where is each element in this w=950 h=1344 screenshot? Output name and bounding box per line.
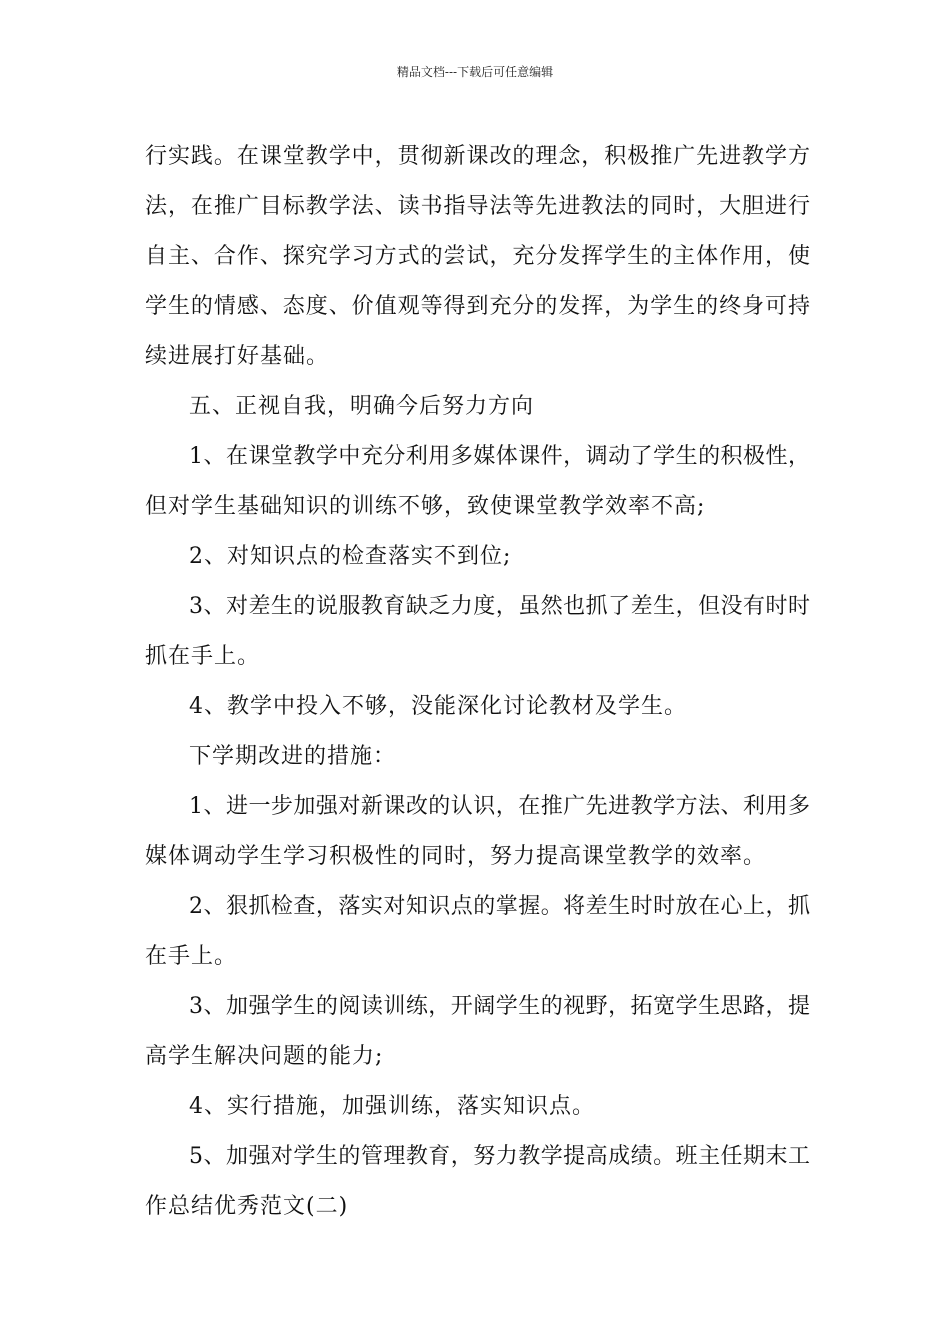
document-body: [145, 132, 810, 1232]
page-header: 精品文档---下载后可任意编辑: [396, 65, 554, 79]
text-line: 但对学生基础知识的训练不够，致使课堂教学效率不高;: [145, 494, 706, 519]
text-line: 自主、合作、探究学习方式的尝试，充分发挥学生的主体作用，使: [145, 244, 810, 269]
text-line: 在手上。: [145, 944, 238, 969]
text-line: 行实践。在课堂教学中，贯彻新课改的理念，积极推广先进教学方: [145, 144, 810, 169]
text-line: 学生的情感、态度、价值观等得到充分的发挥，为学生的终身可持: [145, 294, 810, 319]
text-line: 2、狠抓检查，落实对知识点的掌握。将差生时时放在心上，抓: [189, 894, 810, 919]
text-line: 五、正视自我，明确今后努力方向: [189, 394, 535, 419]
text-line: 法，在推广目标教学法、读书指导法等先进教法的同时，大胆进行: [145, 194, 810, 219]
text-line: 4、教学中投入不够，没能深化讨论教材及学生。: [189, 694, 687, 719]
text-line: 高学生解决问题的能力;: [145, 1044, 384, 1069]
text-line: 下学期改进的措施：: [189, 744, 397, 769]
text-line: 媒体调动学生学习积极性的同时，努力提高课堂教学的效率。: [145, 844, 767, 869]
text-line: 1、在课堂教学中充分利用多媒体课件，调动了学生的积极性，: [189, 444, 810, 469]
text-line: 1、进一步加强对新课改的认识，在推广先进教学方法、利用多: [189, 794, 810, 819]
text-line: 续进展打好基础。: [145, 344, 330, 369]
text-line: 抓在手上。: [145, 644, 261, 669]
text-line: 作总结优秀范文(二): [145, 1194, 349, 1219]
text-line: 4、实行措施，加强训练，落实知识点。: [189, 1094, 595, 1119]
text-line: 3、对差生的说服教育缺乏力度，虽然也抓了差生，但没有时时: [189, 594, 810, 619]
text-line: 3、加强学生的阅读训练，开阔学生的视野，拓宽学生思路，提: [189, 994, 810, 1019]
text-line: 2、对知识点的检查落实不到位;: [189, 544, 512, 569]
text-line: 5、加强对学生的管理教育，努力教学提高成绩。班主任期末工: [189, 1144, 810, 1169]
